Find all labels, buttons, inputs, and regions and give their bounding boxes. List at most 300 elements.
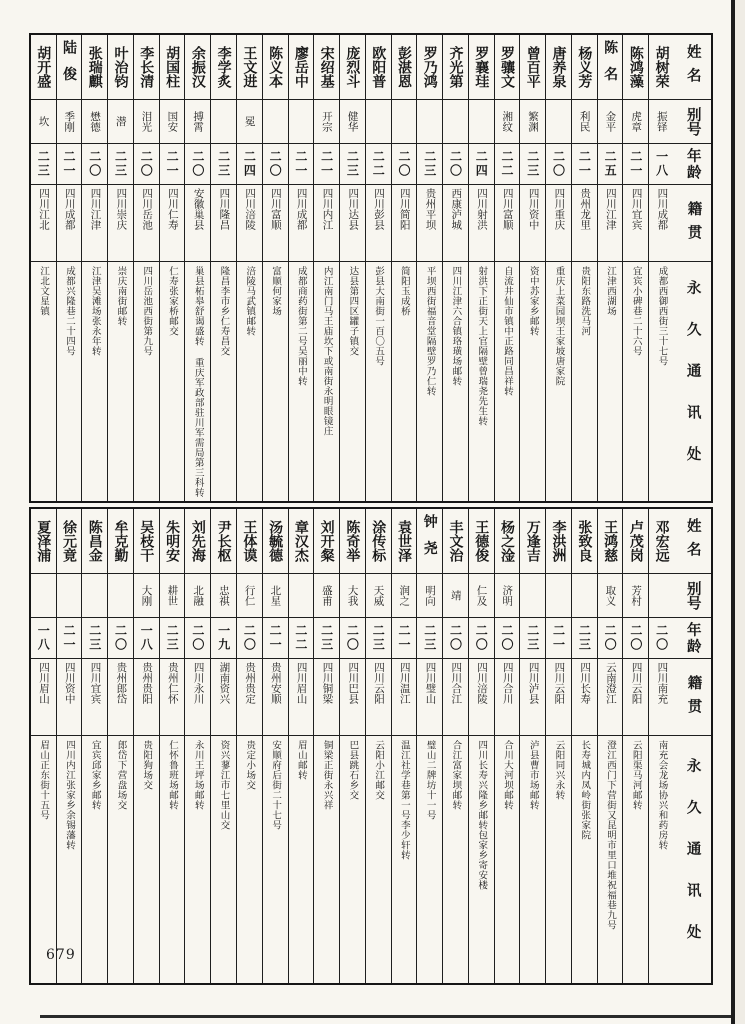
address-cell-text: 云阳渠马河邮转 (630, 740, 642, 810)
alias-cell (263, 573, 288, 617)
age-cell (160, 143, 185, 184)
native-place-cell-text: 四川云阳 (372, 662, 385, 704)
name-cell-text: 万逢吉 (524, 520, 541, 562)
alias-cell-text: 北星 (269, 585, 282, 606)
address-cell (211, 735, 236, 983)
alias-cell-text: 冕 (243, 116, 256, 127)
native-place-cell-text: 四川成都 (63, 188, 76, 230)
alias-cell (289, 573, 314, 617)
age-cell-text: 二〇 (654, 624, 669, 652)
name-cell-text: 陆俊 (61, 40, 77, 94)
native-place-cell (495, 184, 520, 261)
header-native: 籍贯 (674, 184, 711, 261)
native-place-cell-text: 四川泸县 (527, 662, 540, 704)
address-cell (134, 261, 159, 501)
address-cell-text: 宜宾小碑巷二十六号 (630, 266, 642, 356)
name-cell-text: 杨之淦 (499, 520, 516, 562)
alias-cell (623, 573, 648, 617)
alias-cell-text: 取义 (604, 585, 617, 606)
alias-cell-text: 润之 (398, 585, 411, 606)
person-column (81, 509, 107, 983)
age-cell (392, 143, 417, 184)
native-place-cell-text: 四川江津 (89, 188, 102, 230)
alias-cell (546, 99, 571, 143)
name-cell-text: 夏泽浦 (35, 520, 52, 562)
alias-cell (160, 99, 185, 143)
alias-cell (520, 99, 545, 143)
name-cell (160, 509, 185, 573)
address-cell-text: 云阳同兴永转 (553, 740, 565, 800)
native-place-cell-text: 四川璧山 (424, 662, 437, 704)
age-cell (134, 617, 159, 658)
person-column (159, 509, 185, 983)
name-cell-text: 卢茂岗 (627, 520, 644, 562)
age-cell (392, 617, 417, 658)
native-place-cell-text: 四川简阳 (398, 188, 411, 230)
person-column (494, 35, 520, 501)
address-cell-text: 四川岳池西街第九号 (141, 266, 153, 356)
native-place-cell-text: 云南澄江 (604, 662, 617, 704)
age-cell-text: 二〇 (448, 150, 463, 178)
alias-cell-text: 忠祺 (217, 585, 230, 606)
native-place-cell (417, 184, 442, 261)
native-place-cell (623, 184, 648, 261)
native-place-cell-text: 四川铜梁 (321, 662, 334, 704)
age-cell (417, 143, 442, 184)
address-cell (263, 735, 288, 983)
person-column (81, 35, 107, 501)
alias-cell-text: 虎章 (630, 111, 643, 132)
person-column (442, 509, 468, 983)
native-place-cell (108, 658, 133, 735)
age-cell-text: 二一 (165, 150, 180, 178)
person-column (313, 35, 339, 501)
alias-cell (108, 573, 133, 617)
address-cell (649, 735, 674, 983)
alias-cell (623, 99, 648, 143)
address-cell-text: 眉山正东街十五号 (38, 740, 50, 820)
address-cell (623, 735, 648, 983)
address-cell-text: 资中苏家乡邮转 (527, 266, 539, 336)
header-age: 年龄 (674, 617, 711, 658)
age-cell (263, 143, 288, 184)
native-place-cell-text: 四川仁寿 (166, 188, 179, 230)
directory-table-bottom (29, 507, 713, 985)
name-cell (546, 509, 571, 573)
name-cell-text: 刘开粲 (318, 520, 335, 562)
name-cell (289, 35, 314, 99)
name-cell (31, 509, 56, 573)
native-place-cell (211, 658, 236, 735)
address-cell-text: 江津吴滩场张永年转 (89, 266, 101, 356)
person-column (210, 509, 236, 983)
address-cell (572, 261, 597, 501)
alias-cell (314, 99, 339, 143)
name-cell-text: 陈鸿藻 (627, 46, 644, 88)
person-column (31, 35, 56, 501)
age-cell (57, 143, 82, 184)
age-cell-text: 二〇 (396, 150, 411, 178)
native-place-cell-text: 四川宜宾 (630, 188, 643, 230)
person-column (597, 509, 623, 983)
address-cell-text: 巢县柘皋舒谒盛转 重庆军政部驻川军需局第三科转 (192, 266, 204, 498)
native-place-cell (314, 658, 339, 735)
native-place-cell (134, 658, 159, 735)
native-place-cell (289, 184, 314, 261)
age-cell-text: 二一 (293, 150, 308, 178)
name-cell-text: 李学炙 (215, 46, 232, 88)
name-cell-text: 陈名 (602, 40, 619, 94)
alias-cell-text: 振铎 (655, 111, 668, 132)
person-column (391, 35, 417, 501)
age-cell-text: 二一 (62, 624, 76, 652)
age-cell (160, 617, 185, 658)
native-place-cell (237, 658, 262, 735)
age-cell-text: 二〇 (603, 624, 618, 652)
name-cell (520, 509, 545, 573)
name-cell-text: 杨义芳 (576, 46, 593, 88)
name-cell-text: 彭湛恩 (395, 46, 412, 88)
age-cell (185, 143, 210, 184)
age-cell-text: 二〇 (113, 624, 128, 652)
age-cell (495, 143, 520, 184)
address-cell (598, 735, 623, 983)
age-cell (572, 143, 597, 184)
address-cell-text: 平坝西街福音堂隔壁罗乃仁转 (424, 266, 436, 396)
address-cell-text: 贵定小场交 (244, 740, 256, 790)
person-column (545, 509, 571, 983)
alias-cell-text: 利民 (578, 111, 591, 132)
person-column (416, 509, 442, 983)
name-cell (340, 509, 365, 573)
name-cell (31, 35, 56, 99)
page-number: 679 (46, 947, 76, 963)
address-cell-text: 铜梁正街永兴祥 (321, 740, 333, 810)
native-place-cell-text: 四川眉山 (38, 662, 51, 704)
person-column (494, 509, 520, 983)
address-cell-text: 合江富家坝邮转 (450, 740, 462, 810)
address-cell (392, 735, 417, 983)
age-cell-text: 二〇 (448, 624, 463, 652)
address-cell (623, 261, 648, 501)
alias-cell (649, 99, 674, 143)
age-cell (469, 143, 494, 184)
name-cell-text: 尹长枢 (215, 520, 232, 562)
native-place-cell (546, 658, 571, 735)
person-column (262, 509, 288, 983)
address-cell-text: 江北文星镇 (38, 266, 50, 316)
name-cell-text: 汤毓德 (267, 520, 284, 562)
person-column (339, 35, 365, 501)
native-place-cell (237, 184, 262, 261)
address-cell-text: 合川大河坝邮转 (501, 740, 513, 810)
age-cell-text: 二三 (165, 624, 180, 652)
alias-cell (57, 99, 82, 143)
native-place-cell-text: 四川巴县 (347, 662, 360, 704)
address-cell-text: 贵阳狗场交 (141, 740, 153, 790)
age-cell-text: 二二 (371, 150, 386, 178)
address-cell-text: 崇庆南街邮转 (115, 266, 127, 326)
native-place-cell (366, 658, 391, 735)
name-cell (82, 35, 107, 99)
age-cell-text: 二三 (577, 624, 592, 652)
native-place-cell-text: 四川达县 (347, 188, 360, 230)
name-cell (237, 509, 262, 573)
native-place-cell (495, 658, 520, 735)
native-place-cell (443, 658, 468, 735)
native-place-cell (546, 184, 571, 261)
person-column (365, 35, 391, 501)
alias-cell-text: 搏霄 (192, 111, 205, 132)
person-column (648, 35, 674, 501)
age-cell-text: 二三 (113, 150, 128, 178)
native-place-cell-text: 四川成都 (656, 188, 669, 230)
address-cell-text: 自流井仙市镇中正路同昌祥转 (501, 266, 513, 396)
name-cell-text: 徐元竟 (61, 520, 77, 562)
native-place-cell (340, 184, 365, 261)
alias-cell-text: 坎 (37, 116, 50, 127)
person-column (545, 35, 571, 501)
person-column (288, 35, 314, 501)
person-column (31, 509, 56, 983)
alias-cell (185, 573, 210, 617)
age-cell-text: 二三 (319, 624, 334, 652)
alias-cell (263, 99, 288, 143)
header-address: 永久通讯处 (674, 261, 711, 501)
address-cell (31, 261, 56, 501)
age-cell (546, 617, 571, 658)
age-cell (623, 617, 648, 658)
name-cell-text: 罗襄珪 (473, 46, 490, 88)
age-cell (417, 617, 442, 658)
name-cell-text: 胡开盛 (35, 46, 52, 88)
native-place-cell-text: 四川岳池 (141, 188, 154, 230)
person-column (468, 35, 494, 501)
native-place-cell (185, 658, 210, 735)
age-cell-text: 二三 (87, 624, 102, 652)
alias-cell-text: 行仁 (243, 585, 256, 606)
alias-cell-text: 繁渊 (527, 111, 540, 132)
address-cell (366, 735, 391, 983)
alias-cell (366, 99, 391, 143)
native-place-cell-text: 贵州郎岱 (115, 662, 128, 704)
alias-cell (572, 99, 597, 143)
age-cell (57, 617, 82, 658)
alias-cell (469, 99, 494, 143)
name-cell-text: 庞烈斗 (344, 46, 361, 88)
address-cell (237, 735, 262, 983)
person-column (236, 35, 262, 501)
address-cell-text: 四川长寿兴隆乡邮转包家乡寄安楼 (476, 740, 488, 890)
age-cell-text: 二〇 (474, 624, 489, 652)
address-cell-text: 眉山邮转 (295, 740, 307, 780)
alias-cell-text: 健华 (346, 111, 359, 132)
age-cell (649, 143, 674, 184)
age-cell-text: 二〇 (190, 150, 205, 178)
person-column (133, 35, 159, 501)
address-cell (82, 261, 107, 501)
name-cell (649, 509, 674, 573)
alias-cell-text: 国安 (166, 111, 179, 132)
header-age: 年龄 (674, 143, 711, 184)
age-cell-text: 二〇 (268, 150, 283, 178)
address-cell-text: 成都商药街第二号吴丽中转 (295, 266, 307, 386)
address-cell-text: 射洪下正街天上官隔壁曾瑞尧先生转 (476, 266, 488, 426)
alias-cell (237, 99, 262, 143)
person-column (648, 509, 674, 983)
alias-cell (108, 99, 133, 143)
address-cell-text: 彭县大南街一百〇五号 (373, 266, 385, 366)
native-place-cell-text: 四川涪陵 (476, 662, 489, 704)
alias-cell-text: 开宗 (320, 111, 333, 132)
name-cell-text: 王文进 (241, 46, 258, 88)
name-cell-text: 张致良 (576, 520, 593, 562)
alias-cell (598, 573, 623, 617)
native-place-cell-text: 西康泸城 (450, 188, 463, 230)
age-cell (289, 617, 314, 658)
name-cell-text: 李长清 (138, 46, 155, 88)
native-place-cell (134, 184, 159, 261)
age-cell (443, 143, 468, 184)
address-cell-text: 四川江津六合镇珞璜场邮转 (450, 266, 462, 386)
address-cell-text: 仁怀鲁班场邮转 (167, 740, 178, 810)
name-cell-text: 廖岳中 (292, 46, 309, 88)
alias-cell-text: 湘纹 (501, 111, 514, 132)
name-cell (572, 35, 597, 99)
native-place-cell-text: 四川内江 (321, 188, 334, 230)
alias-cell (495, 573, 520, 617)
age-cell (31, 143, 56, 184)
alias-cell (392, 99, 417, 143)
person-column (133, 509, 159, 983)
address-cell (340, 735, 365, 983)
age-cell-text: 二〇 (551, 150, 566, 178)
address-cell-text: 涪陵马武镇邮转 (244, 266, 256, 336)
header-column (674, 35, 711, 501)
name-cell (623, 35, 648, 99)
name-cell (82, 509, 107, 573)
address-cell (185, 261, 210, 501)
person-column (159, 35, 185, 501)
age-cell (314, 143, 339, 184)
address-cell-text: 富顺何家场 (270, 266, 282, 316)
alias-cell (31, 99, 56, 143)
address-cell (443, 735, 468, 983)
age-cell-text: 二一 (268, 624, 283, 652)
age-cell-text: 二〇 (628, 624, 643, 652)
name-cell-text: 王鸿慈 (602, 520, 619, 562)
alias-cell-text: 明向 (423, 585, 436, 606)
native-place-cell (572, 184, 597, 261)
age-cell-text: 一八 (36, 624, 51, 652)
alias-cell (649, 573, 674, 617)
name-cell-text: 陈昌金 (86, 520, 103, 562)
address-cell (82, 735, 107, 983)
name-cell-text: 齐光第 (447, 46, 464, 88)
native-place-cell-text: 四川成都 (295, 188, 308, 230)
native-place-cell-text: 四川合江 (450, 662, 463, 704)
age-cell-text: 二三 (525, 624, 540, 652)
name-cell (495, 509, 520, 573)
name-cell-text: 朱明安 (164, 520, 181, 562)
name-cell-text: 罗乃鸿 (421, 46, 438, 88)
age-cell (598, 143, 623, 184)
address-cell-text: 成都兴隆巷二十四号 (63, 266, 75, 356)
age-cell (340, 143, 365, 184)
age-cell (598, 617, 623, 658)
header-name: 姓名 (684, 43, 701, 91)
age-cell (108, 617, 133, 658)
person-column (184, 509, 210, 983)
age-cell (623, 143, 648, 184)
name-cell-text: 欧阳普 (370, 46, 387, 88)
alias-cell (211, 573, 236, 617)
scan-edge-right (731, 0, 735, 1024)
name-cell-text: 牟克勤 (112, 520, 129, 562)
native-place-cell-text: 安徽巢县 (192, 188, 205, 230)
native-place-cell-text: 四川富顺 (501, 188, 514, 230)
native-place-cell (340, 658, 365, 735)
address-cell (366, 261, 391, 501)
alias-cell (82, 573, 107, 617)
age-cell-text: 二〇 (500, 624, 515, 652)
age-cell (134, 143, 159, 184)
address-cell-text: 隆昌李市乡仁寿昌交 (218, 266, 230, 356)
name-cell (417, 35, 442, 99)
name-cell (263, 509, 288, 573)
age-cell-text: 二〇 (345, 624, 360, 652)
address-cell (417, 261, 442, 501)
address-cell (57, 735, 82, 983)
person-column (519, 509, 545, 983)
address-cell (57, 261, 82, 501)
person-column (107, 509, 133, 983)
person-column (210, 35, 236, 501)
alias-cell-text: 耕世 (166, 585, 179, 606)
alias-cell-text: 天威 (372, 585, 385, 606)
name-cell (289, 509, 314, 573)
alias-cell-text: 季刚 (63, 111, 76, 132)
address-cell (263, 261, 288, 501)
address-cell-text: 巴县跳石乡交 (347, 740, 359, 800)
alias-cell (443, 99, 468, 143)
name-cell-text: 陈奇举 (344, 520, 361, 562)
alias-cell (289, 99, 314, 143)
name-cell (520, 35, 545, 99)
address-cell (520, 261, 545, 501)
native-place-cell-text: 四川涪陵 (244, 188, 257, 230)
person-column (391, 509, 417, 983)
alias-cell-text: 芳村 (630, 585, 643, 606)
alias-cell (366, 573, 391, 617)
age-cell-text: 二一 (551, 624, 566, 652)
person-column (622, 35, 648, 501)
alias-cell (185, 99, 210, 143)
address-cell-text: 成都西御西街三十七号 (656, 266, 668, 366)
native-place-cell-text: 贵州仁怀 (166, 662, 179, 704)
alias-cell (237, 573, 262, 617)
native-place-cell-text: 四川宜宾 (89, 662, 102, 704)
name-cell (314, 509, 339, 573)
address-cell (469, 261, 494, 501)
age-cell-text: 二一 (319, 150, 334, 178)
age-cell-text: 一八 (139, 624, 154, 652)
age-cell-text: 二三 (371, 624, 386, 652)
alias-cell (443, 573, 468, 617)
name-cell-text: 钟尧 (421, 514, 438, 568)
name-cell-text: 唐养泉 (550, 46, 567, 88)
native-place-cell (314, 184, 339, 261)
